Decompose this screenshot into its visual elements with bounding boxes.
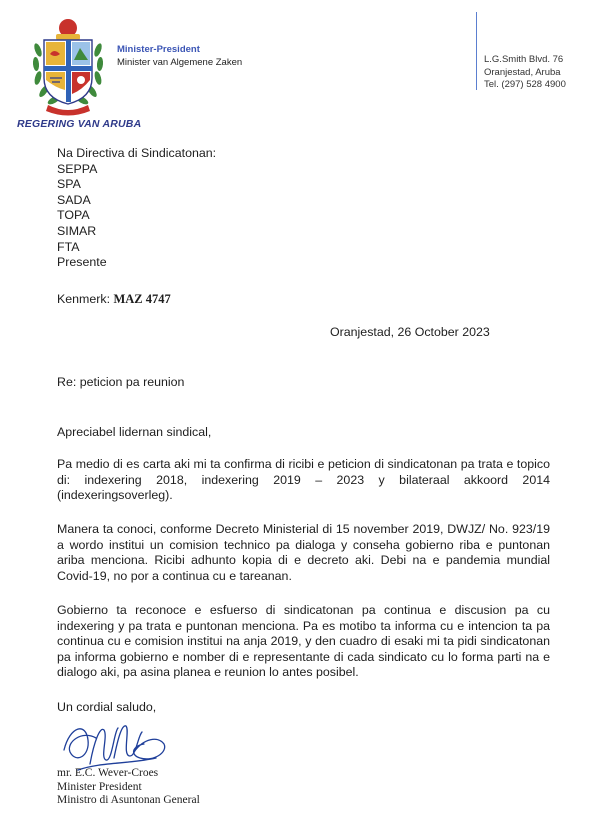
reference-value: MAZ 4747 bbox=[113, 292, 171, 306]
recipient-line: TOPA bbox=[57, 208, 90, 223]
recipient-line: SPA bbox=[57, 177, 81, 192]
address-line: L.G.Smith Blvd. 76 bbox=[484, 54, 564, 65]
closing-line: Un cordial saludo, bbox=[57, 700, 157, 714]
subject-line: Re: peticion pa reunion bbox=[57, 375, 185, 389]
recipient-line: SIMAR bbox=[57, 223, 97, 238]
recipient-line: Na Directiva di Sindicatonan: bbox=[57, 146, 217, 160]
address-block bbox=[484, 54, 566, 92]
signer-title: Minister President bbox=[57, 780, 142, 793]
header-divider bbox=[476, 12, 477, 90]
body-paragraph: Gobierno ta reconoce e esfuerso di sindicatonan pa continua e discusion pa cu indexering y pa trata e puntonan menciona. Pa es motibo ta informa cu e intencion ta pa continua cu e comision institui na anja 2019, y den cuadro di esaki mi ta pidi sindicatonan pa informa gobierno e nomber di e representante di cada sindicato cu lo forma parti na e dialogo aki, pa asina planea e reunion lo antes posibel. bbox=[57, 603, 550, 680]
body-paragraph: Manera ta conoci, conforme Decreto Ministerial di 15 november 2019, DWJZ/ No. 923/19 a wordo institui un comision technico pa dialoga y conseha gobierno riba e puntonan ariba menciona. Ricibi adhunto kopia di e decreto aki. Debi na e pandemia mundial Covid-19, no por a continua cu e tareanan. bbox=[57, 522, 550, 583]
minister-title: Minister-President bbox=[117, 44, 200, 55]
recipient-line: FTA bbox=[57, 239, 80, 254]
signer-block bbox=[57, 767, 200, 808]
date-line: Oranjestad, 26 October 2023 bbox=[330, 325, 490, 339]
reference-line bbox=[57, 292, 171, 308]
organization-name: REGERING VAN ARUBA bbox=[17, 118, 142, 130]
reference-label: Kenmerk: bbox=[57, 292, 111, 306]
address-line: Tel. (297) 528 4900 bbox=[484, 79, 566, 90]
body-paragraph: Pa medio di es carta aki mi ta confirma di ricibi e peticion di sindicatonan pa trata e topico di: indexering 2018, indexering 2019 – 2023 y bilateraal akkoord 2014 (indexeringsoverleg). bbox=[57, 457, 550, 503]
recipient-line: Presente bbox=[57, 255, 107, 270]
signer-name: mr. E.C. Wever-Croes bbox=[57, 767, 159, 779]
aruba-coat-of-arms-icon bbox=[30, 10, 106, 120]
signer-title: Ministro di Asuntonan General bbox=[57, 794, 200, 807]
recipient-line: SADA bbox=[57, 192, 91, 207]
ministry-name: Minister van Algemene Zaken bbox=[117, 57, 243, 68]
address-line: Oranjestad, Aruba bbox=[484, 66, 561, 78]
recipient-line: SEPPA bbox=[57, 161, 98, 176]
recipient-block bbox=[57, 146, 216, 271]
salutation: Apreciabel lidernan sindical, bbox=[57, 425, 212, 439]
